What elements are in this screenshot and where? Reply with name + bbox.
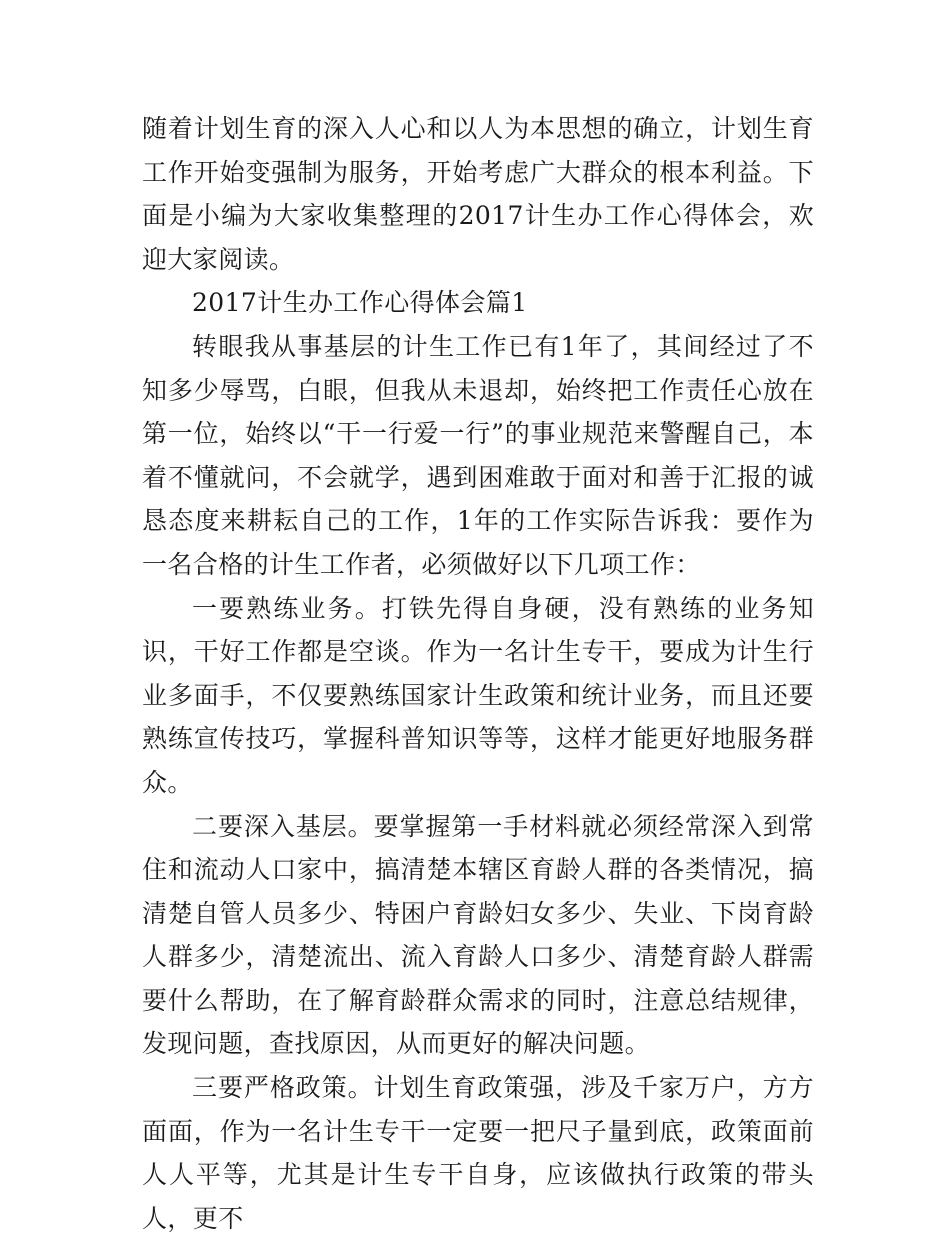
document-body (142, 107, 814, 1240)
body-paragraph: 一要熟练业务。打铁先得自身硬，没有熟练的业务知识，干好工作都是空谈。作为一名计生专干，要成为计生行业多面手，不仅要熟练国家计生政策和统计业务，而且还要熟练宣传技巧，掌握科普知识等等，这样才能更好地服务群众。 (142, 593, 814, 797)
section-heading: 2017计生办工作心得体会篇1 (192, 288, 528, 318)
body-paragraph: 二要深入基层。要掌握第一手材料就必须经常深入到常住和流动人口家中，搞清楚本辖区育龄人群的各类情况，搞清楚自管人员多少、特困户育龄妇女多少、失业、下岗育龄人群多少，清楚流出、流入育龄人口多少、清楚育龄人群需要什么帮助，在了解育龄群众需求的同时，注意总结规律，发现问题，查找原因，从而更好的解决问题。 (142, 811, 814, 1059)
intro-paragraph: 随着计划生育的深入人心和以人为本思想的确立，计划生育工作开始变强制为服务，开始考虑广大群众的根本利益。下面是小编为大家收集整理的2017计生办工作心得体会，欢迎大家阅读。 (142, 114, 814, 274)
body-paragraph: 转眼我从事基层的计生工作已有1年了，其间经过了不知多少辱骂，白眼，但我从未退却，始终把工作责任心放在第一位，始终以“干一行爱一行”的事业规范来警醒自己，本着不懂就问，不会就学，遇到困难敢于面对和善于汇报的诚恳态度来耕耘自己的工作，1年的工作实际告诉我：要作为一名合格的计生工作者，必须做好以下几项工作： (142, 331, 814, 579)
body-paragraph: 三要严格政策。计划生育政策强，涉及千家万户，方方面面，作为一名计生专干一定要一把尺子量到底，政策面前人人平等，尤其是计生专干自身，应该做执行政策的带头人，更不 (142, 1073, 814, 1233)
